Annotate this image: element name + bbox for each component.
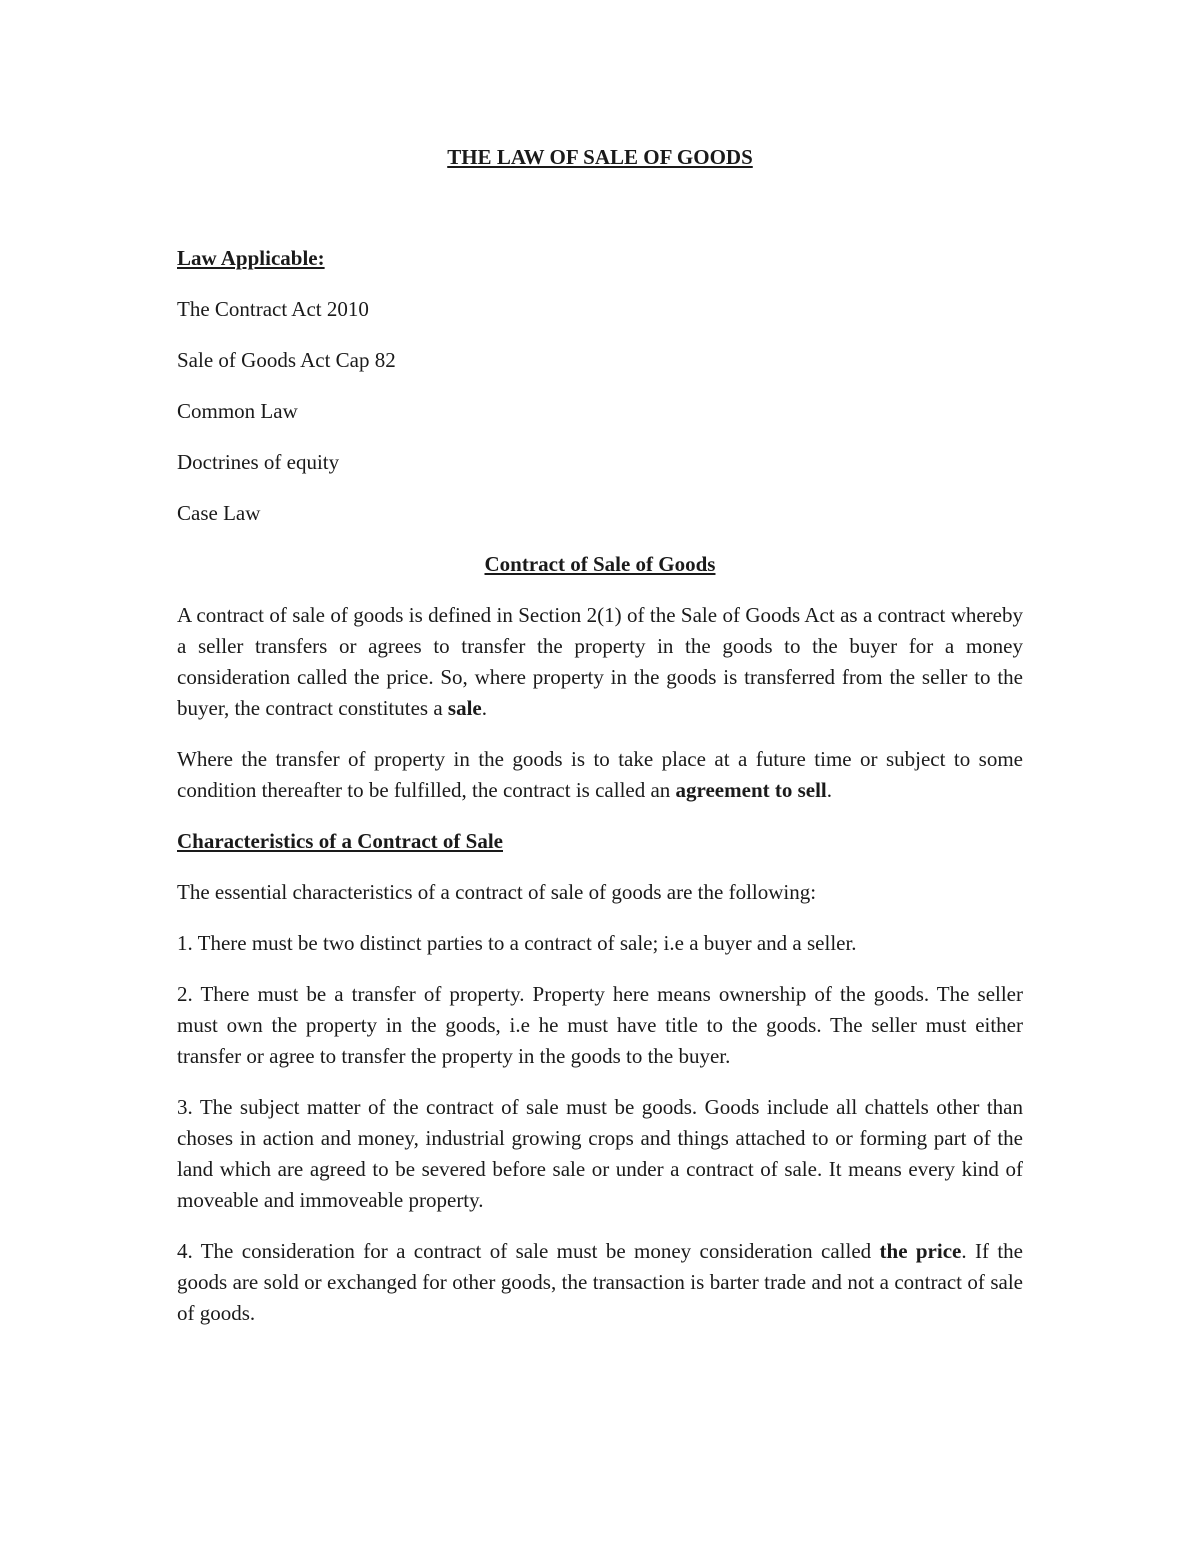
document-title: THE LAW OF SALE OF GOODS [447,145,753,169]
characteristic-item-2: 2. There must be a transfer of property. Property here means ownership of the goods. The seller must own the property in the goods, i.e he must have title to the goods. The seller must either transfer or agree to transfer the property in the goods to the buyer. [177,982,1023,1068]
characteristic-item-4-text: 4. The consideration for a contract of sale must be money consideration called [177,1239,880,1263]
law-item-case-law: Case Law [177,501,261,525]
law-applicable-heading: Law Applicable: [177,246,325,270]
law-item-doctrines-of-equity: Doctrines of equity [177,450,340,474]
agreement-to-sell-text: Where the transfer of property in the goods is to take place at a future time or subject to some condition thereafter to be fulfilled, the contract is called an [177,747,1023,802]
contract-definition-text: A contract of sale of goods is defined in Section 2(1) of the Sale of Goods Act as a contract whereby a seller transfers or agrees to transfer the property in the goods to the buyer for a money consideration called the price. So, where property in the goods is transferred from the seller to the buyer, the contract constitutes a [177,603,1023,720]
characteristic-item-3: 3. The subject matter of the contract of sale must be goods. Goods include all chattels other than choses in action and money, industrial growing crops and things attached to or forming part of the land which are agreed to be severed before sale or under a contract of sale. It means every kind of moveable and immoveable property. [177,1095,1023,1212]
contract-definition-paragraph [177,600,1023,724]
characteristics-heading: Characteristics of a Contract of Sale [177,829,503,853]
agreement-to-sell-term: agreement to sell [675,778,827,802]
document-body [177,142,1023,1329]
agreement-to-sell-paragraph [177,744,1023,806]
price-term: the price [879,1239,962,1263]
characteristics-intro: The essential characteristics of a contract of sale of goods are the following: [177,880,817,904]
agreement-to-sell-end: . [826,778,833,802]
contract-of-sale-heading: Contract of Sale of Goods [484,552,716,576]
characteristic-item-1: 1. There must be two distinct parties to a contract of sale; i.e a buyer and a seller. [177,931,857,955]
law-item-common-law: Common Law [177,399,298,423]
characteristic-item-4 [177,1236,1023,1329]
contract-definition-end: . [481,696,487,720]
characteristic-item-4-end: . If the goods are sold or exchanged for other goods, the transaction is barter trade and not a contract of sale of goods. [177,1239,1023,1325]
sale-term: sale [447,696,482,720]
law-item-contract-act: The Contract Act 2010 [177,297,369,321]
law-item-sale-of-goods-act: Sale of Goods Act Cap 82 [177,348,396,372]
